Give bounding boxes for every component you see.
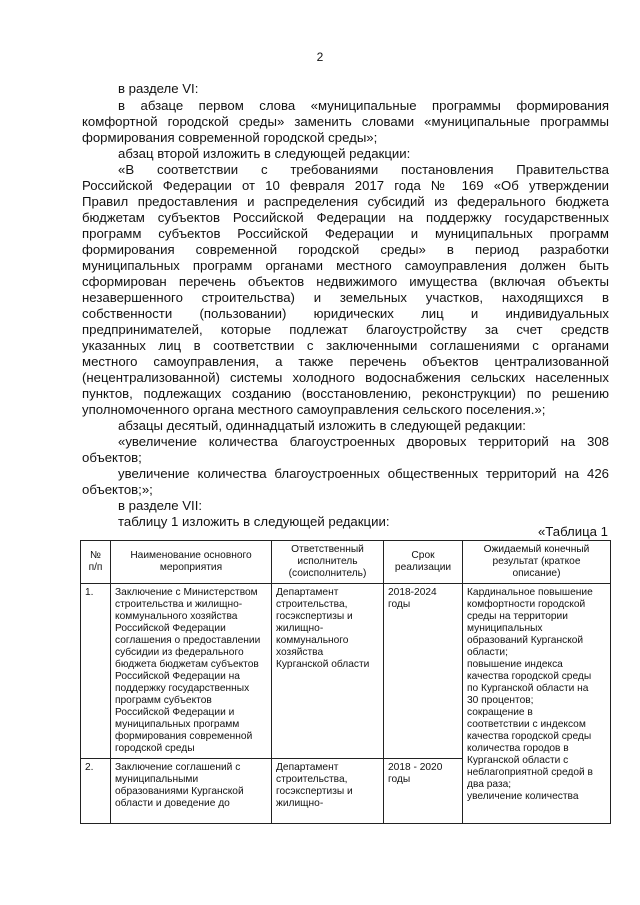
text-line: указанных лиц в соответствии с заключенными соглашениями с органами [82, 338, 609, 353]
table-caption: «Таблица 1 [537, 524, 608, 539]
header-executor: Ответственный исполнитель (соисполнитель) [272, 541, 384, 584]
text-line: бюджетам субъектов Российской Федерации на поддержку государственных [82, 210, 609, 225]
measures-table [80, 540, 611, 824]
text-line: предпринимателей, которые подлежат благоустройству за счет средств [82, 322, 609, 337]
text-line: (нецентрализованной) системы холодного водоснабжения сельских населенных [82, 370, 609, 385]
text-line: собственности (пользовании) юридических лиц и индивидуальных [82, 306, 609, 321]
page-number: 2 [316, 50, 324, 64]
text-line: формирования современной городской среды» в период разработки [82, 242, 609, 257]
text-line: «увеличение количества благоустроенных дворовых территорий на 308 [118, 434, 609, 449]
header-num: № п/п [81, 541, 111, 584]
text-line: Российской Федерации от 10 февраля 2017 года № 169 «Об утверждении [82, 178, 609, 193]
text-line: в разделе VII: [118, 498, 203, 513]
text-line: абзац второй изложить в следующей редакции: [118, 146, 411, 161]
text-line: объектов;»; [82, 482, 153, 497]
row-executor: Департамент строительства, госэкспертизы и жилищно- коммунального хозяйства Курганской области [272, 584, 384, 759]
row-num: 2. [81, 759, 111, 824]
header-name: Наименование основного мероприятия [111, 541, 272, 584]
text-line: таблицу 1 изложить в следующей редакции: [118, 514, 390, 529]
table-header-row [81, 541, 611, 584]
row-name: Заключение с Министерством строительства и жилищно- коммунального хозяйства Российской Федерации соглашения о предоставлении субсидии из федерального бюджета бюджетам субъектов Российской Федерации на поддержку государственных программ субъектов Российской Федерации и муниципальных программ формирования современной городской среды [111, 584, 272, 759]
text-line: комфортной городской среды» заменить словами «муниципальные программы [82, 114, 609, 129]
header-result: Ожидаемый конечный результат (краткое описание) [463, 541, 611, 584]
text-line: муниципальных программ органами местного самоуправления должен быть [82, 258, 609, 273]
row-executor: Департамент строительства, госэкспертизы и жилищно- [272, 759, 384, 824]
text-line: незавершенного строительства) и земельных участков, находящихся в [82, 290, 609, 305]
text-line: «В соответствии с требованиями постановления Правительства [118, 162, 609, 177]
header-term: Срок реализации [384, 541, 463, 584]
text-line: формирования современной городской среды»; [82, 130, 378, 145]
text-line: объектов; [82, 450, 142, 465]
row-term: 2018 - 2020 годы [384, 759, 463, 824]
text-line: увеличение количества благоустроенных общественных территорий на 426 [118, 466, 609, 481]
text-line: в разделе VI: [118, 81, 199, 96]
text-line: программ субъектов Российской Федерации и муниципальных программ [82, 226, 609, 241]
text-line: местного самоуправления, а также перечень объектов централизованной [82, 354, 609, 369]
text-line: сформирован перечень объектов недвижимого имущества (включая объекты [82, 274, 609, 289]
table-row [81, 584, 611, 759]
row-num: 1. [81, 584, 111, 759]
row-term: 2018-2024 годы [384, 584, 463, 759]
text-line: пунктов, подлежащих созданию (восстановлению, реконструкции) по решению [82, 386, 609, 401]
text-line: Правил предоставления и распределения субсидий из федерального бюджета [82, 194, 609, 209]
text-line: в абзаце первом слова «муниципальные программы формирования [118, 98, 609, 113]
text-line: абзацы десятый, одиннадцатый изложить в следующей редакции: [118, 418, 526, 433]
text-line: уполномоченного органа местного самоуправления сельского поселения.»; [82, 402, 546, 417]
row-name: Заключение соглашений с муниципальными образованиями Курганской области и доведение до [111, 759, 272, 824]
row-result: Кардинальное повышение комфортности городской среды на территории муниципальных образований Курганской области; повышение индекса качества городской среды по Курганской области на 30 процентов; сокращение в соответствии с индексом качества городской среды количества городов в Курганской области с неблагоприятной средой в два раза; увеличение количества [463, 584, 611, 824]
